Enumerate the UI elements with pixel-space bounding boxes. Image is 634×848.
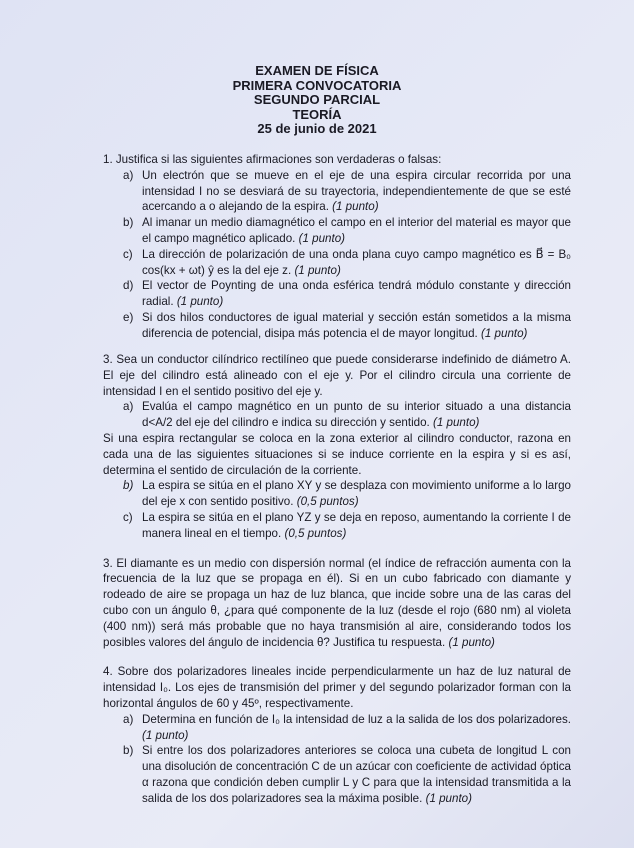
question-4b	[103, 743, 571, 806]
exam-date: 25 de junio de 2021	[257, 121, 377, 136]
item-points: (1 punto)	[142, 728, 189, 742]
question-3-points: (1 punto)	[448, 635, 495, 649]
question-1-statement: 1. Justifica si las siguientes afirmaciones son verdaderas o falsas:	[103, 153, 442, 166]
item-label: a)	[123, 400, 134, 414]
item-label: a)	[123, 168, 134, 182]
item-text	[142, 168, 571, 215]
item-body: La espira se sitúa en el plano YZ y se deja en reposo, aumentando la corriente I de manera lineal en el tiempo.	[142, 510, 571, 540]
question-1c	[103, 247, 571, 279]
question-2-statement: 3. Sea un conductor cilíndrico rectilíneo que puede considerarse indefinido de diámetro A. El eje del cilindro está alineado con el eje y. Por el cilindro circula una corriente de intensidad I en el sentido positivo del eje y.	[103, 353, 571, 398]
item-points: (1 punto)	[176, 295, 224, 309]
item-text	[142, 510, 571, 542]
item-points: (1 punto)	[294, 263, 341, 277]
question-4	[103, 664, 571, 806]
question-3-text: 3. El diamante es un medio con dispersión normal (el índice de refracción aumenta con la frecuencia de la luz que se propaga en él). Si en un cubo fabricado con diamante y rodeado de aire se propaga un haz de luz blanca, que incide sobre una de las caras del cubo con un ángulo θ, ¿para qué componente de la luz (desde el rojo (680 nm) al violeta (400 nm)) será más probable que no haya transmisión al aire, considerando todos los posibles valores del ángulo de incidencia θ? Justifica tu respuesta.	[103, 556, 571, 649]
exam-body	[103, 152, 571, 356]
question-2b	[103, 478, 571, 510]
item-label: b)	[123, 216, 134, 230]
item-body: Evalúa el campo magnético en un punto de su interior situado a una distancia d<A/2 del eje del cilindro e indica su dirección y sentido.	[142, 400, 571, 430]
item-text	[142, 743, 571, 806]
exam-title: EXAMEN DE FÍSICA	[255, 63, 379, 78]
item-text	[142, 215, 571, 247]
question-2-context: Si una espira rectangular se coloca en la zona exterior al cilindro conductor, razona en cada una de las siguientes situaciones si se induce corriente en la espira y si es así, determina el sentido de circulación de la corriente.	[103, 431, 571, 477]
item-label: a)	[123, 712, 134, 726]
item-points: (1 punto)	[481, 326, 528, 340]
item-body: El vector de Poynting de una onda esférica tendrá módulo constante y dirección radial.	[142, 279, 571, 309]
question-3-statement	[103, 556, 571, 651]
question-1	[103, 152, 571, 342]
question-4a	[103, 712, 571, 744]
item-label: b)	[123, 479, 134, 493]
item-body: La espira se sitúa en el plano XY y se desplaza con movimiento uniforme a lo largo del eje x con sentido positivo.	[142, 479, 571, 509]
item-points: (0,5 puntos)	[284, 526, 347, 540]
item-text	[142, 399, 571, 431]
question-4-statement: 4. Sobre dos polarizadores lineales incide perpendicularmente un haz de luz natural de intensidad I₀. Los ejes de transmisión del primer y del segundo polarizador forman con la horizontal ángulos de 60 y 45º, respectivamente.	[103, 665, 571, 710]
item-body: Al imanar un medio diamagnético el campo en el interior del material es mayor que el campo magnético aplicado.	[142, 216, 571, 245]
item-text	[142, 478, 571, 510]
item-body: Si dos hilos conductores de igual material y sección están sometidos a la misma diferencia de potencial, disipa más potencia el de mayor longitud.	[142, 310, 571, 340]
question-1d	[103, 278, 571, 310]
item-points: (1 punto)	[425, 791, 472, 805]
item-points: (1 punto)	[332, 200, 379, 214]
item-text	[142, 310, 571, 342]
exam-header	[0, 64, 634, 137]
question-1e	[103, 310, 571, 342]
question-2a	[103, 399, 571, 431]
item-label: c)	[123, 510, 133, 524]
item-body: La dirección de polarización de una onda plana cuyo campo magnético es B⃗ = B₀ cos(kx + ωt) ŷ es la del eje z.	[142, 247, 571, 277]
exam-body-lower	[103, 352, 571, 821]
item-text	[142, 712, 571, 744]
item-points: (1 punto)	[433, 416, 480, 430]
question-1a	[103, 168, 571, 215]
item-label: b)	[123, 744, 134, 758]
item-label: c)	[123, 247, 133, 261]
question-1b	[103, 215, 571, 247]
item-text	[142, 247, 571, 279]
exam-section: TEORÍA	[292, 106, 342, 122]
exam-part: SEGUNDO PARCIAL	[253, 92, 381, 107]
item-label: d)	[123, 279, 134, 293]
question-2	[103, 352, 571, 542]
item-label: e)	[123, 310, 134, 324]
question-2c	[103, 510, 571, 542]
item-body: Si entre los dos polarizadores anteriores se coloca una cubeta de longitud L con una disolución de concentración C de un azúcar con coeficiente de actividad óptica α razona que condición deben cumplir L y C para que la intensidad transmitida a la salida de los dos polarizadores sea la máxima posible.	[142, 744, 571, 805]
item-body: Determina en función de I₀ la intensidad de luz a la salida de los dos polarizadores.	[142, 712, 571, 726]
item-text	[142, 278, 571, 310]
item-body: Un electrón que se mueve en el eje de una espira circular recorrida por una intensidad I no se desviará de su trayectoria, independientemente de que se esté acercando a o alejando de la espira.	[142, 168, 571, 214]
item-points: (0,5 puntos)	[296, 495, 359, 509]
item-points: (1 punto)	[298, 231, 346, 245]
exam-session: PRIMERA CONVOCATORIA	[232, 77, 402, 93]
question-3	[103, 556, 571, 651]
